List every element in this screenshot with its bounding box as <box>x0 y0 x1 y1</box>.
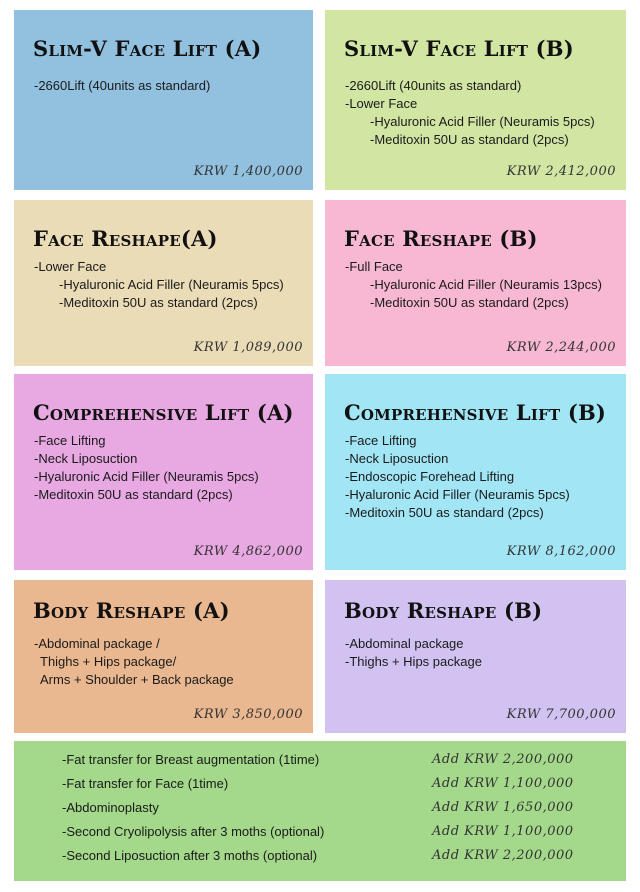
package-item: -Abdominal package / <box>34 636 160 651</box>
package-item: -Thighs + Hips package <box>345 654 482 669</box>
addon-price: Add KRW 2,200,000 <box>432 752 574 767</box>
package-title: Face Reshape (B) <box>344 226 538 251</box>
package-price: KRW 1,400,000 <box>193 164 303 179</box>
package-item: -Hyaluronic Acid Filler (Neuramis 5pcs) <box>370 114 595 129</box>
addon-label: -Second Liposuction after 3 moths (optional) <box>62 848 318 863</box>
addon-options-panel <box>14 741 626 881</box>
package-items <box>345 258 602 312</box>
package-card-comprehensive-lift-a <box>14 374 313 570</box>
package-items <box>34 77 210 95</box>
package-item: -Meditoxin 50U as standard (2pcs) <box>345 505 544 520</box>
package-item: -Meditoxin 50U as standard (2pcs) <box>34 487 233 502</box>
package-title: Body Reshape (B) <box>344 598 543 623</box>
package-item: -Endoscopic Forehead Lifting <box>345 469 515 484</box>
package-title: Face Reshape(A) <box>33 226 218 251</box>
package-title: Comprehensive Lift (A) <box>33 400 294 425</box>
package-card-face-reshape-b <box>325 200 626 366</box>
package-item: -Abdominal package <box>345 636 464 651</box>
package-title: Comprehensive Lift (B) <box>344 400 607 425</box>
package-card-body-reshape-a <box>14 580 313 733</box>
addon-row <box>62 798 582 820</box>
addon-row <box>62 774 582 796</box>
package-items <box>34 258 284 312</box>
package-card-slim-v-a <box>14 10 313 190</box>
addon-label: -Abdominoplasty <box>62 800 159 815</box>
package-item: -Hyaluronic Acid Filler (Neuramis 5pcs) <box>345 487 570 502</box>
package-item: -Meditoxin 50U as standard (2pcs) <box>370 132 569 147</box>
package-items <box>345 635 482 671</box>
package-card-face-reshape-a <box>14 200 313 366</box>
package-item: -Face Lifting <box>345 433 417 448</box>
package-items <box>34 432 259 504</box>
package-price: KRW 4,862,000 <box>193 544 303 559</box>
addon-row <box>62 846 582 868</box>
addon-price: Add KRW 1,100,000 <box>432 776 574 791</box>
package-title: Slim-V Face Lift (A) <box>33 36 262 61</box>
package-item: -2660Lift (40units as standard) <box>345 78 522 93</box>
addon-label: -Second Cryolipolysis after 3 moths (optional) <box>62 824 325 839</box>
package-item: -Neck Liposuction <box>345 451 449 466</box>
addon-price: Add KRW 2,200,000 <box>432 848 574 863</box>
package-items <box>345 432 570 522</box>
package-item: -Lower Face <box>345 96 418 111</box>
package-item: -Neck Liposuction <box>34 451 138 466</box>
package-items <box>34 635 234 689</box>
package-price: KRW 7,700,000 <box>506 707 616 722</box>
package-price: KRW 8,162,000 <box>506 544 616 559</box>
package-item: -Full Face <box>345 259 403 274</box>
addon-row <box>62 750 582 772</box>
addon-label: -Fat transfer for Face (1time) <box>62 776 229 791</box>
package-price: KRW 3,850,000 <box>193 707 303 722</box>
package-item: -Hyaluronic Acid Filler (Neuramis 5pcs) <box>59 277 284 292</box>
package-item: -Hyaluronic Acid Filler (Neuramis 13pcs) <box>370 277 602 292</box>
package-card-slim-v-b <box>325 10 626 190</box>
package-item: -Hyaluronic Acid Filler (Neuramis 5pcs) <box>34 469 259 484</box>
package-price: KRW 2,244,000 <box>506 340 616 355</box>
package-title: Slim-V Face Lift (B) <box>344 36 574 61</box>
package-item: -Meditoxin 50U as standard (2pcs) <box>370 295 569 310</box>
package-item: -Meditoxin 50U as standard (2pcs) <box>59 295 258 310</box>
package-item: Arms + Shoulder + Back package <box>40 672 234 687</box>
package-price: KRW 2,412,000 <box>506 164 616 179</box>
addon-row <box>62 822 582 844</box>
package-card-body-reshape-b <box>325 580 626 733</box>
package-item: Thighs + Hips package/ <box>40 654 177 669</box>
package-item: -2660Lift (40units as standard) <box>34 78 211 93</box>
package-item: -Face Lifting <box>34 433 106 448</box>
package-price: KRW 1,089,000 <box>193 340 303 355</box>
package-item: -Lower Face <box>34 259 107 274</box>
addon-price: Add KRW 1,100,000 <box>432 824 574 839</box>
package-title: Body Reshape (A) <box>33 598 230 623</box>
addon-price: Add KRW 1,650,000 <box>432 800 574 815</box>
addon-label: -Fat transfer for Breast augmentation (1time) <box>62 752 320 767</box>
package-card-comprehensive-lift-b <box>325 374 626 570</box>
package-items <box>345 77 595 149</box>
